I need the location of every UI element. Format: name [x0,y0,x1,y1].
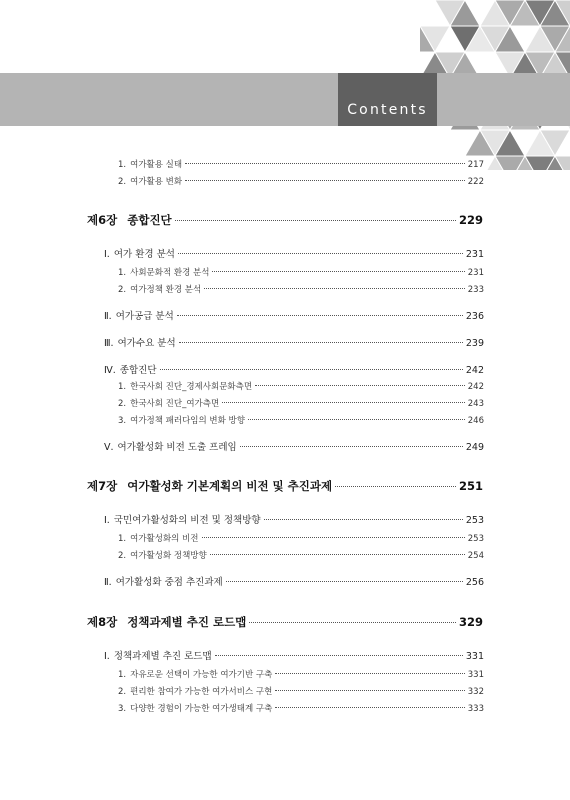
toc-entry-number: 제6장 [87,213,118,227]
toc-entry-title: 여가활성화 중점 추진과제 [115,577,223,588]
toc-entry-number: 제7장 [87,479,118,493]
toc-entry-number: 제8장 [87,615,118,629]
toc-entry-title: 여가수요 분석 [117,338,176,349]
toc-dot-leader [160,369,463,370]
toc-entry-number: Ⅰ. [104,249,110,260]
toc-entry-page: 333 [467,704,484,714]
toc-entry-page: 239 [465,338,484,349]
toc-entry[interactable] [118,283,484,295]
toc-entry[interactable] [87,478,483,494]
toc-entry-page: 217 [467,160,484,170]
toc-entry-number: 2. [118,687,127,697]
toc-entry-number: 1. [118,382,127,392]
toc-entry-title: 여가활용 실태 [130,160,183,170]
toc-entry-page: 233 [467,285,484,295]
toc-entry-page: 331 [467,670,484,680]
toc-entry-number: 2. [118,399,127,409]
toc-entry-page: 242 [467,382,484,392]
toc-entry[interactable] [104,648,484,662]
toc-entry-title: 여가활용 변화 [130,177,183,187]
toc-entry-number: 1. [118,670,127,680]
toc-entry-number: 3. [118,416,127,426]
toc-entry-page: 231 [465,249,484,260]
toc-entry[interactable] [104,246,484,260]
toc-entry[interactable] [87,614,483,630]
toc-dot-leader [226,581,463,582]
toc-dot-leader [175,220,456,221]
toc-entry-title: 정책과제별 추진 로드맵 [127,615,247,629]
toc-entry-title: 종합진단 [127,213,172,227]
toc-entry-number: Ⅳ. [104,365,116,376]
toc-entry[interactable] [118,266,484,278]
toc-dot-leader [222,402,465,403]
toc-entry-number: Ⅲ. [104,338,114,349]
toc-entry-page: 249 [465,442,484,453]
toc-entry-page: 251 [458,479,483,493]
toc-entry[interactable] [118,685,484,697]
toc-dot-leader [212,271,464,272]
toc-dot-leader [204,288,465,289]
toc-entry-title: 여가공급 분석 [115,311,174,322]
toc-entry-number: 1. [118,160,127,170]
toc-entry-page: 246 [467,416,484,426]
toc-entry-page: 256 [465,577,484,588]
toc-entry[interactable] [104,574,484,588]
toc-entry-number: Ⅱ. [104,311,112,322]
toc-dot-leader [264,519,463,520]
toc-entry-page: 332 [467,687,484,697]
toc-entry-number: 1. [118,268,127,278]
toc-entry-title: 종합진단 [119,365,157,376]
toc-dot-leader [178,253,463,254]
toc-entry[interactable] [118,380,484,392]
toc-entry[interactable] [104,362,484,376]
toc-entry-title: 사회문화적 환경 분석 [130,268,210,278]
toc-entry-title: 정책과제별 추진 로드맵 [113,651,212,662]
toc-entry-title: 여가정책 환경 분석 [130,285,202,295]
toc-entry[interactable] [118,158,484,170]
toc-entry-page: 329 [458,615,483,629]
toc-entry-title: 여가정책 패러다임의 변화 방향 [130,416,245,426]
toc-entry[interactable] [118,175,484,187]
toc-entry-number: 2. [118,551,127,561]
toc-entry-page: 242 [465,365,484,376]
toc-entry-number: Ⅰ. [104,515,110,526]
toc-dot-leader [179,342,463,343]
toc-entry-number: Ⅱ. [104,577,112,588]
toc-entry-page: 253 [467,534,484,544]
toc-entry[interactable] [118,668,484,680]
toc-entry-page: 254 [467,551,484,561]
toc-dot-leader [275,673,464,674]
toc-entry[interactable] [118,549,484,561]
toc-dot-leader [249,622,456,623]
toc-entry[interactable] [104,308,484,322]
toc-entry-page: 236 [465,311,484,322]
toc-dot-leader [202,537,465,538]
toc-entry[interactable] [118,397,484,409]
toc-dot-leader [275,707,464,708]
toc-dot-leader [248,419,465,420]
toc-entry[interactable] [118,532,484,544]
toc-entry-page: 222 [467,177,484,187]
toc-entry-title: 한국사회 진단_경제사회문화측면 [130,382,253,392]
toc-entry-number: 1. [118,534,127,544]
toc-entry-title: 다양한 경험이 가능한 여가생태계 구축 [130,704,273,714]
toc-dot-leader [275,690,464,691]
toc-entry-page: 243 [467,399,484,409]
toc-dot-leader [335,486,456,487]
toc-entry-title: 여가활성화 기본계획의 비전 및 추진과제 [127,479,333,493]
toc-dot-leader [240,446,463,447]
toc-entry-title: 여가활성화의 비전 [130,534,199,544]
toc-dot-leader [215,655,463,656]
toc-dot-leader [185,163,465,164]
toc-entry-title: 여가 환경 분석 [113,249,175,260]
toc-entry-number: 2. [118,177,127,187]
toc-dot-leader [210,554,465,555]
toc-entry-title: 한국사회 진단_여가측면 [130,399,220,409]
toc-entry-page: 253 [465,515,484,526]
toc-entry-title: 여가활성화 정책방향 [130,551,207,561]
toc-entry-number: 2. [118,285,127,295]
toc-dot-leader [185,180,465,181]
toc-entry[interactable] [104,335,484,349]
toc-entry[interactable] [87,212,483,228]
page-title: Contents [347,102,428,118]
toc-entry-page: 231 [467,268,484,278]
toc-entry-title: 국민여가활성화의 비전 및 정책방향 [113,515,261,526]
toc-entry[interactable] [118,702,484,714]
toc-dot-leader [177,315,463,316]
toc-entry[interactable] [104,439,484,453]
toc-entry-number: Ⅰ. [104,651,110,662]
toc-dot-leader [255,385,465,386]
toc-entry-number: Ⅴ. [104,442,114,453]
toc-entry-title: 편리한 참여가 가능한 여가서비스 구현 [130,687,273,697]
toc-entry-title: 자유로운 선택이 가능한 여가기반 구축 [130,670,273,680]
toc-entry-number: 3. [118,704,127,714]
toc-entry-page: 331 [465,651,484,662]
toc-entry-title: 여가활성화 비전 도출 프레임 [117,442,237,453]
toc-entry-page: 229 [458,213,483,227]
toc-entry[interactable] [118,414,484,426]
toc-entry[interactable] [104,512,484,526]
